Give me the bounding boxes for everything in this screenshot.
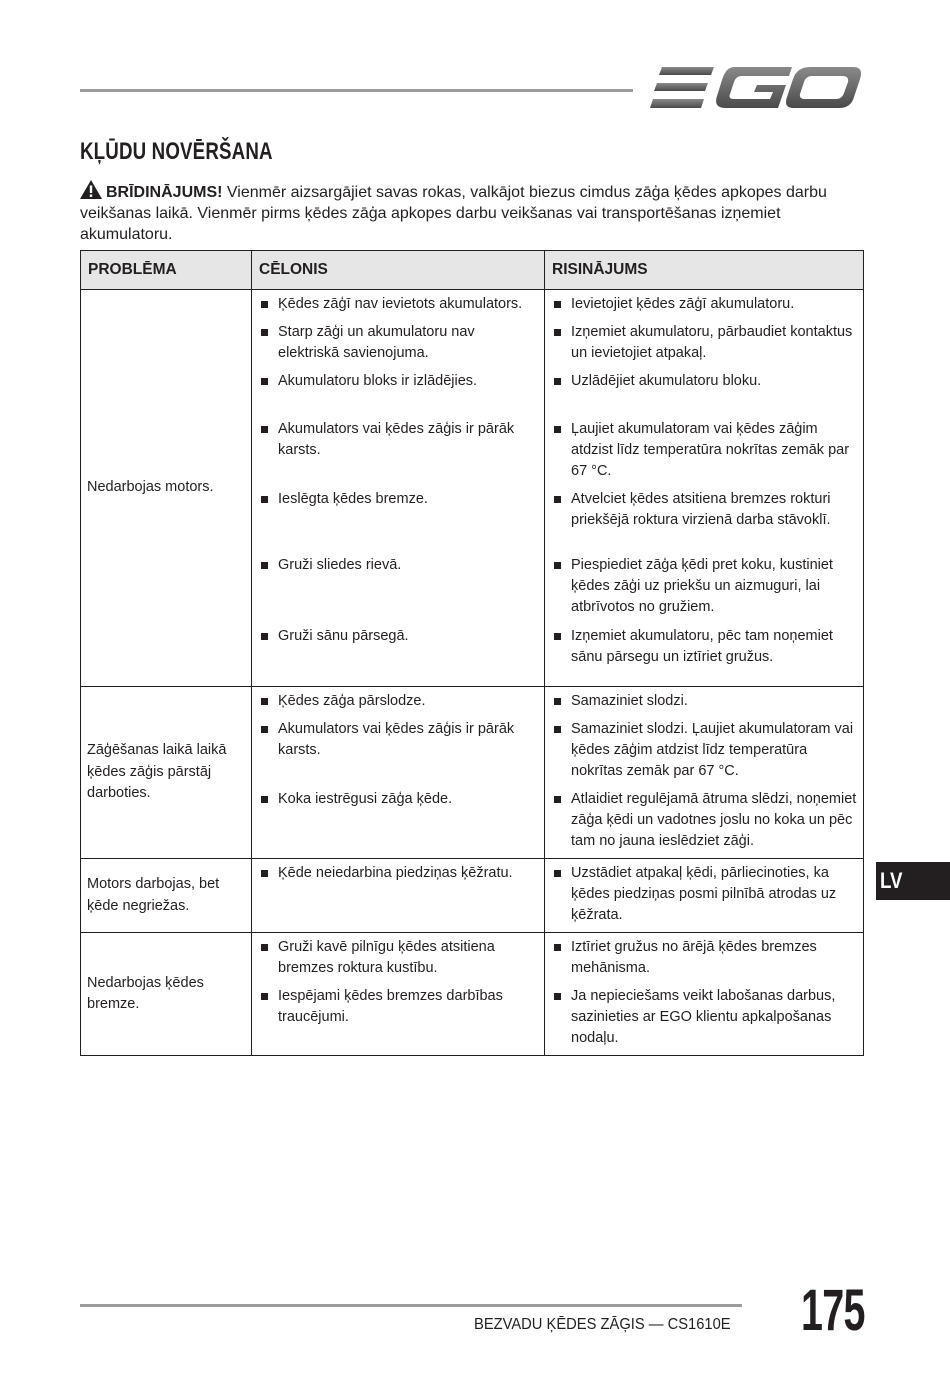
warning-paragraph <box>80 180 870 245</box>
footer-title: BEZVADU ĶĒDES ZĀĢIS — CS1610E <box>474 1316 731 1333</box>
square-bullet-icon <box>554 301 561 308</box>
list-item <box>259 294 538 315</box>
solution-cell <box>545 687 864 859</box>
solution-text: Izņemiet akumulatoru, pārbaudiet kontaktus un ievietojiet atpakaļ. <box>571 324 853 361</box>
problem-cell: Nedarbojas motors. <box>81 290 252 687</box>
list-item <box>552 986 857 1049</box>
cause-text: Ķēde neiedarbina piedziņas ķēžratu. <box>278 865 513 881</box>
solution-text: Atvelciet ķēdes atsitiena bremzes rokturi priekšējā roktura virzienā darba stāvoklī. <box>571 491 831 528</box>
list-item <box>259 489 538 510</box>
square-bullet-icon <box>261 301 268 308</box>
square-bullet-icon <box>554 796 561 803</box>
language-tab-label: LV <box>880 868 903 893</box>
square-bullet-icon <box>554 633 561 640</box>
cause-text: Ķēdes zāģa pārslodze. <box>278 693 426 709</box>
list-item <box>552 719 857 782</box>
solution-text: Atlaidiet regulējamā ātruma slēdzi, noņemiet zāģa ķēdi un vadotnes joslu no koka un pēc tam no jauna ieslēdziet zāģi. <box>571 791 857 849</box>
list-item <box>552 294 857 315</box>
cause-cell <box>252 933 545 1056</box>
table-row <box>81 859 864 933</box>
problem-cell: Nedarbojas ķēdes bremze. <box>81 933 252 1056</box>
solution-text: Piespiediet zāģa ķēdi pret koku, kustiniet ķēdes zāģi uz priekšu un aizmuguri, lai atbrīvotos no gružiem. <box>571 557 833 615</box>
problem-cell: Motors darbojas, bet ķēde negriežas. <box>81 859 252 933</box>
list-item <box>552 937 857 979</box>
list-item <box>552 863 857 926</box>
cause-text: Ķēdes zāģī nav ievietots akumulators. <box>278 296 523 312</box>
list-item <box>552 419 857 482</box>
header-rule <box>80 89 633 92</box>
solution-cell <box>545 859 864 933</box>
square-bullet-icon <box>261 993 268 1000</box>
square-bullet-icon <box>261 944 268 951</box>
list-item <box>552 626 857 668</box>
cause-cell <box>252 290 545 687</box>
footer-rule <box>80 1304 742 1307</box>
cause-text: Ieslēgta ķēdes bremze. <box>278 491 428 507</box>
square-bullet-icon <box>261 633 268 640</box>
list-item <box>552 789 857 852</box>
cause-text: Gruži sliedes rievā. <box>278 557 402 573</box>
square-bullet-icon <box>554 426 561 433</box>
list-item <box>259 322 538 364</box>
problem-cell: Zāģēšanas laikā laikā ķēdes zāģis pārstāj darboties. <box>81 687 252 859</box>
list-item <box>259 555 538 576</box>
solution-text: Ļaujiet akumulatoram vai ķēdes zāģim atdzist līdz temperatūra nokrītas zemāk par 67 °C. <box>571 421 850 479</box>
cause-text: Koka iestrēgusi zāģa ķēde. <box>278 791 453 807</box>
square-bullet-icon <box>261 496 268 503</box>
cause-text: Iespējami ķēdes bremzes darbības traucējumi. <box>278 988 503 1025</box>
troubleshooting-table <box>80 250 864 1056</box>
ego-logo <box>650 64 862 112</box>
language-tab <box>876 862 950 900</box>
list-item <box>259 789 538 810</box>
list-item <box>259 719 538 761</box>
cause-text: Akumulators vai ķēdes zāģis ir pārāk karsts. <box>278 421 515 458</box>
cause-text: Gruži kavē pilnīgu ķēdes atsitiena bremzes roktura kustību. <box>278 939 495 976</box>
square-bullet-icon <box>554 726 561 733</box>
square-bullet-icon <box>554 993 561 1000</box>
square-bullet-icon <box>554 496 561 503</box>
table-row <box>81 290 864 687</box>
list-item <box>552 371 857 392</box>
square-bullet-icon <box>554 329 561 336</box>
square-bullet-icon <box>261 698 268 705</box>
page-number: 175 <box>801 1278 865 1343</box>
solution-cell <box>545 933 864 1056</box>
list-item <box>259 419 538 461</box>
warning-text: Vienmēr aizsargājiet savas rokas, valkājot biezus cimdus zāģa ķēdes apkopes darbu veikšanas laikā. Vienmēr pirms ķēdes zāģa apkopes darbu veikšanas vai transportēšanas izņemiet akumulatoru. <box>80 184 827 243</box>
solution-text: Izņemiet akumulatoru, pēc tam noņemiet sānu pārsegu un iztīriet gružus. <box>571 628 833 665</box>
square-bullet-icon <box>261 870 268 877</box>
list-item <box>552 555 857 618</box>
warning-triangle-icon <box>80 180 102 199</box>
list-item <box>259 626 538 647</box>
square-bullet-icon <box>261 726 268 733</box>
solution-text: Iztīriet gružus no ārējā ķēdes bremzes mehānisma. <box>571 939 817 976</box>
square-bullet-icon <box>261 378 268 385</box>
square-bullet-icon <box>554 870 561 877</box>
table-row <box>81 933 864 1056</box>
cause-text: Akumulators vai ķēdes zāģis ir pārāk karsts. <box>278 721 515 758</box>
list-item <box>552 322 857 364</box>
page-title: KĻŪDU NOVĒRŠANA <box>80 138 273 165</box>
table-header-row <box>81 251 864 290</box>
square-bullet-icon <box>261 426 268 433</box>
list-item <box>259 863 538 884</box>
square-bullet-icon <box>261 796 268 803</box>
header-cause: CĒLONIS <box>252 251 545 290</box>
square-bullet-icon <box>261 562 268 569</box>
cause-cell <box>252 687 545 859</box>
cause-text: Starp zāģi un akumulatoru nav elektriskā savienojuma. <box>278 324 475 361</box>
warning-label: BRĪDINĀJUMS! <box>106 184 223 201</box>
list-item <box>259 937 538 979</box>
solution-text: Uzstādiet atpakaļ ķēdi, pārliecinoties, ka ķēdes piedziņas posmi pilnībā atrodas uz ķēžrata. <box>571 865 837 923</box>
solution-text: Samaziniet slodzi. Ļaujiet akumulatoram vai ķēdes zāģim atdzist līdz temperatūra nokrītas zemāk par 67 °C. <box>571 721 854 779</box>
square-bullet-icon <box>554 944 561 951</box>
solution-cell <box>545 290 864 687</box>
square-bullet-icon <box>554 562 561 569</box>
list-item <box>552 489 857 531</box>
cause-text: Akumulatoru bloks ir izlādējies. <box>278 373 478 389</box>
square-bullet-icon <box>554 378 561 385</box>
square-bullet-icon <box>554 698 561 705</box>
solution-text: Ievietojiet ķēdes zāģī akumulatoru. <box>571 296 795 312</box>
solution-text: Ja nepieciešams veikt labošanas darbus, sazinieties ar EGO klientu apkalpošanas nodaļu. <box>571 988 836 1046</box>
cause-text: Gruži sānu pārsegā. <box>278 628 409 644</box>
list-item <box>552 691 857 712</box>
solution-text: Uzlādējiet akumulatoru bloku. <box>571 373 762 389</box>
table-row <box>81 687 864 859</box>
cause-cell <box>252 859 545 933</box>
header-problem: PROBLĒMA <box>81 251 252 290</box>
header-solution: RISINĀJUMS <box>545 251 864 290</box>
solution-text: Samaziniet slodzi. <box>571 693 688 709</box>
square-bullet-icon <box>261 329 268 336</box>
list-item <box>259 371 538 392</box>
list-item <box>259 986 538 1028</box>
list-item <box>259 691 538 712</box>
